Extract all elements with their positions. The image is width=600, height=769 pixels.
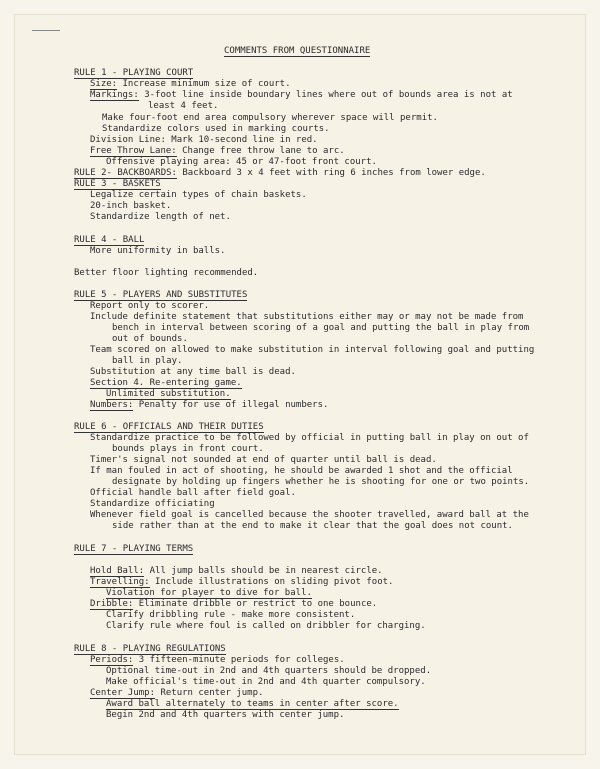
rule7-hold — [90, 566, 383, 576]
numbers-text: Penalty for use of illegal numbers. — [138, 400, 329, 410]
document-title: COMMENTS FROM QUESTIONNAIRE — [224, 46, 371, 56]
rule1-four-foot: Make four-foot end area compulsory wherever space will permit. — [102, 113, 438, 123]
rule5-numbers — [90, 400, 328, 410]
rule3-line2: 20-inch basket. — [90, 201, 172, 211]
hold-label: Hold Ball: — [90, 566, 145, 576]
rule8-award: Award ball alternately to teams in center after score. — [106, 699, 399, 709]
rule3-heading: RULE 3 - BASKETS — [74, 179, 161, 189]
rule5-include1: Include definite statement that substitutions either may or may not be made from — [90, 312, 524, 322]
rule3-line3: Standardize length of net. — [90, 212, 231, 222]
hold-text: All jump balls should be in nearest circle. — [149, 566, 383, 576]
rule5-unlimited: Unlimited substitution. — [106, 389, 231, 399]
rule7-dribble — [90, 599, 377, 609]
center-label: Center Jump: — [90, 688, 156, 698]
rule5-heading: RULE 5 - PLAYERS AND SUBSTITUTES — [74, 290, 248, 300]
rule6-fouled2: designate by holding up fingers whether he is shooting for one or two points. — [112, 477, 530, 487]
center-text: Return center jump. — [160, 688, 264, 698]
rule7-clarify1: Clarify dribbling rule - make more consistent. — [106, 610, 356, 620]
rule5-substitution: Substitution at any time ball is dead. — [90, 367, 296, 377]
rule2-line — [74, 168, 486, 178]
rule8-heading: RULE 8 - PLAYING REGULATIONS — [74, 644, 226, 654]
rule7-clarify2: Clarify rule where foul is called on dribbler for charging. — [106, 621, 426, 631]
size-label: Size: — [90, 79, 118, 89]
rule1-size — [90, 79, 291, 89]
rule1-heading: RULE 1 - PLAYING COURT — [74, 68, 194, 78]
size-text: Increase minimum size of court. — [122, 79, 291, 89]
rule5-include2: bench in interval between scoring of a goal and putting the ball in play from — [112, 323, 530, 333]
rule6-std2: bounds plays in front court. — [112, 444, 264, 454]
rule5-section4: Section 4. Re-entering game. — [90, 378, 242, 388]
rule7-heading: RULE 7 - PLAYING TERMS — [74, 544, 194, 554]
rule1-offensive: Offensive playing area: 45 or 47-foot front court. — [106, 157, 377, 167]
rule1-colors: Standardize colors used in marking courts. — [102, 124, 330, 134]
corner-mark — [32, 30, 60, 31]
dribble-label: Dribble: — [90, 599, 134, 609]
rule5-report: Report only to scorer. — [90, 301, 210, 311]
rule4-line1: More uniformity in balls. — [90, 246, 226, 256]
rule8-optional: Optional time-out in 2nd and 4th quarters should be dropped. — [106, 666, 432, 676]
rule3-line1: Legalize certain types of chain baskets. — [90, 190, 307, 200]
rule1-division: Division Line: Mark 10-second line in red. — [90, 135, 318, 145]
rule6-whenever2: side rather than at the end to make it clear that the goal does not count. — [112, 521, 513, 531]
periods-text: 3 fifteen-minute periods for colleges. — [138, 655, 345, 665]
rule1-markings-cont: least 4 feet. — [148, 101, 219, 111]
rule6-std1: Standardize practice to be followed by official in putting ball in play on out of — [90, 433, 529, 443]
floor-lighting: Better floor lighting recommended. — [74, 268, 259, 278]
numbers-label: Numbers: — [90, 400, 134, 410]
rule6-handle: Official handle ball after field goal. — [90, 488, 296, 498]
rule1-free-throw — [90, 146, 345, 156]
rule5-team1: Team scored on allowed to make substitution in interval following goal and putting — [90, 345, 535, 355]
rule5-team2: ball in play. — [112, 356, 183, 366]
rule6-std-off: Standardize officiating — [90, 499, 215, 509]
markings-text: 3-foot line inside boundary lines where out of bounds area is not at — [144, 90, 513, 100]
rule2-text: Backboard 3 x 4 feet with ring 6 inches from lower edge. — [182, 168, 486, 178]
travel-label: Travelling: — [90, 577, 150, 587]
dribble-text: Eliminate dribble or restrict to one bounce. — [138, 599, 378, 609]
rule8-periods — [90, 655, 345, 665]
markings-label: Markings: — [90, 90, 139, 100]
rule1-markings — [90, 90, 513, 100]
rule8-center — [90, 688, 263, 698]
travel-text: Include illustrations on sliding pivot foot. — [155, 577, 394, 587]
rule2-heading: RULE 2- BACKBOARDS: — [74, 168, 177, 178]
rule6-whenever1: Whenever field goal is cancelled because the shooter travelled, award ball at the — [90, 510, 529, 520]
free-throw-label: Free Throw Lane: — [90, 146, 177, 156]
rule4-heading: RULE 4 - BALL — [74, 235, 145, 245]
rule5-include3: out of bounds. — [112, 334, 188, 344]
rule6-timer: Timer's signal not sounded at end of quarter until ball is dead. — [90, 455, 437, 465]
rule8-make: Make official's time-out in 2nd and 4th quarter compulsory. — [106, 677, 426, 687]
rule6-fouled1: If man fouled in act of shooting, he should be awarded 1 shot and the official — [90, 466, 513, 476]
periods-label: Periods: — [90, 655, 134, 665]
rule7-violation: Violation for player to dive for ball. — [106, 588, 312, 598]
rule6-heading: RULE 6 - OFFICIALS AND THEIR DUTIES — [74, 422, 264, 432]
rule8-begin: Begin 2nd and 4th quarters with center jump. — [106, 710, 345, 720]
free-throw-text: Change free throw lane to arc. — [182, 146, 345, 156]
rule7-travel — [90, 577, 393, 587]
